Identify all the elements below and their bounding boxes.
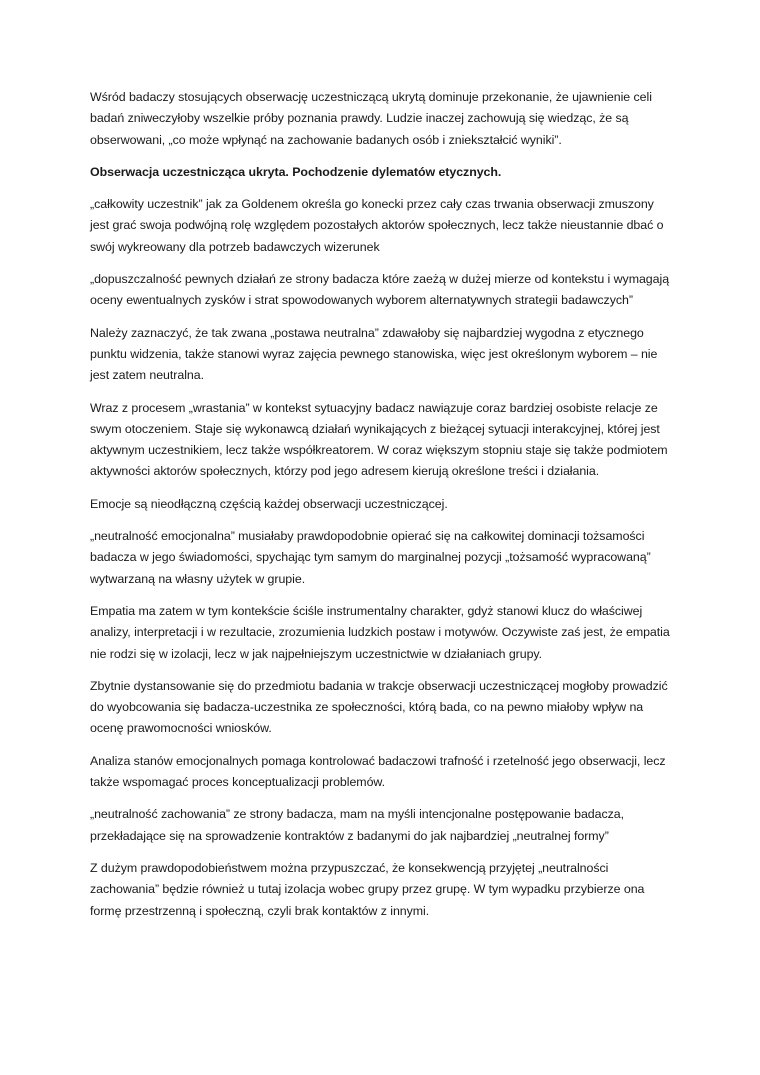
- paragraph-postawa-neutralna: Należy zaznaczyć, że tak zwana „postawa neutralna” zdawałoby się najbardziej wygodna z etycznego punktu widzenia, także stanowi wyraz zajęcia pewnego stanowiska, więc jest określonym wyborem – nie jest zatem neutralna.: [90, 325, 658, 383]
- document-body: [90, 87, 675, 933]
- paragraph-empatia: Empatia ma zatem w tym kontekście ściśle instrumentalny charakter, gdyż stanowi klucz do właściwej analizy, interpretacji i w rezultacie, zrozumienia ludzkich postaw i motywów. Oczywiste zaś jest, że empatia nie rodzi się w izolacji, lecz w jak najpełniejszym uczestnictwie w działaniach grupy.: [90, 603, 670, 661]
- paragraph-neutralnosc-emocjonalna: „neutralność emocjonalna” musiałaby prawdopodobnie opierać się na całkowitej dominacji tożsamości badacza w jego świadomości, spychając tym samym do marginalnej pozycji „tożsamość wypracowaną” wytwarzaną na własny użytek w grupie.: [90, 529, 651, 586]
- section-heading: Obserwacja uczestnicząca ukryta. Pochodzenie dylematów etycznych.: [90, 164, 502, 179]
- paragraph-wrastanie: Wraz z procesem „wrastania” w kontekst sytuacyjny badacz nawiązuje coraz bardziej osobiste relacje ze swym otoczeniem. Staje się wykonawcą działań wynikających z bieżącej sytuacji interakcyjnej, której jest aktywnym uczestnikiem, lecz także współkreatorem. W coraz większym stopniu staje się także podmiotem aktywności aktorów społecznych, którzy pod jego adresem kierują określone treści i działania.: [90, 400, 668, 479]
- paragraph-dystansowanie: Zbytnie dystansowanie się do przedmiotu badania w trakcje obserwacji uczestniczącej mogłoby prowadzić do wyobcowania się badacza-uczestnika ze społeczności, którą bada, co na pewno miałoby wpływ na ocenę prawomocności wniosków.: [90, 678, 668, 736]
- paragraph-neutralnosc-zachowania: „neutralność zachowania” ze strony badacza, mam na myśli intencjonalne postępowanie badacza, przekładające się na sprowadzenie kontraktów z badanymi do jak najbardziej „neutralnej formy”: [90, 807, 625, 843]
- paragraph-calkowity-uczestnik: „całkowity uczestnik” jak za Goldenem określa go konecki przez cały czas trwania obserwacji zmuszony jest grać swoja podwójną rolę względem pozostałych aktorów społecznych, lecz także nieustannie dbać o swój wykreowany dla potrzeb badawczych wizerunek: [90, 197, 664, 254]
- paragraph-izolacja: Z dużym prawdopodobieństwem można przypuszczać, że konsekwencją przyjętej „neutralności zachowania” będzie również u tutaj izolacja wobec grupy przez grupę. W tym wypadku przybierze ona formę przestrzenną i społeczną, czyli brak kontaktów z innymi.: [90, 860, 645, 918]
- paragraph-dopuszczalnosc: „dopuszczalność pewnych działań ze strony badacza które zaeżą w dużej mierze od kontekstu i wymagają oceny ewentualnych zysków i strat spowodowanych wyborem alternatywnych strategii badawczych”: [90, 272, 670, 308]
- paragraph-intro: Wśród badaczy stosujących obserwację uczestniczącą ukrytą dominuje przekonanie, że ujawnienie celi badań zniweczyłoby wszelkie próby poznania prawdy. Ludzie inaczej zachowują się wiedząc, że są obserwowani, „co może wpłynąć na zachowanie badanych osób i zniekształcić wyniki”.: [90, 90, 652, 147]
- paragraph-analiza-stanow: Analiza stanów emocjonalnych pomaga kontrolować badaczowi trafność i rzetelność jego obserwacji, lecz także wspomagać proces konceptualizacji problemów.: [90, 753, 666, 790]
- paragraph-emocje: Emocje są nieodłączną częścią każdej obserwacji uczestniczącej.: [90, 496, 448, 511]
